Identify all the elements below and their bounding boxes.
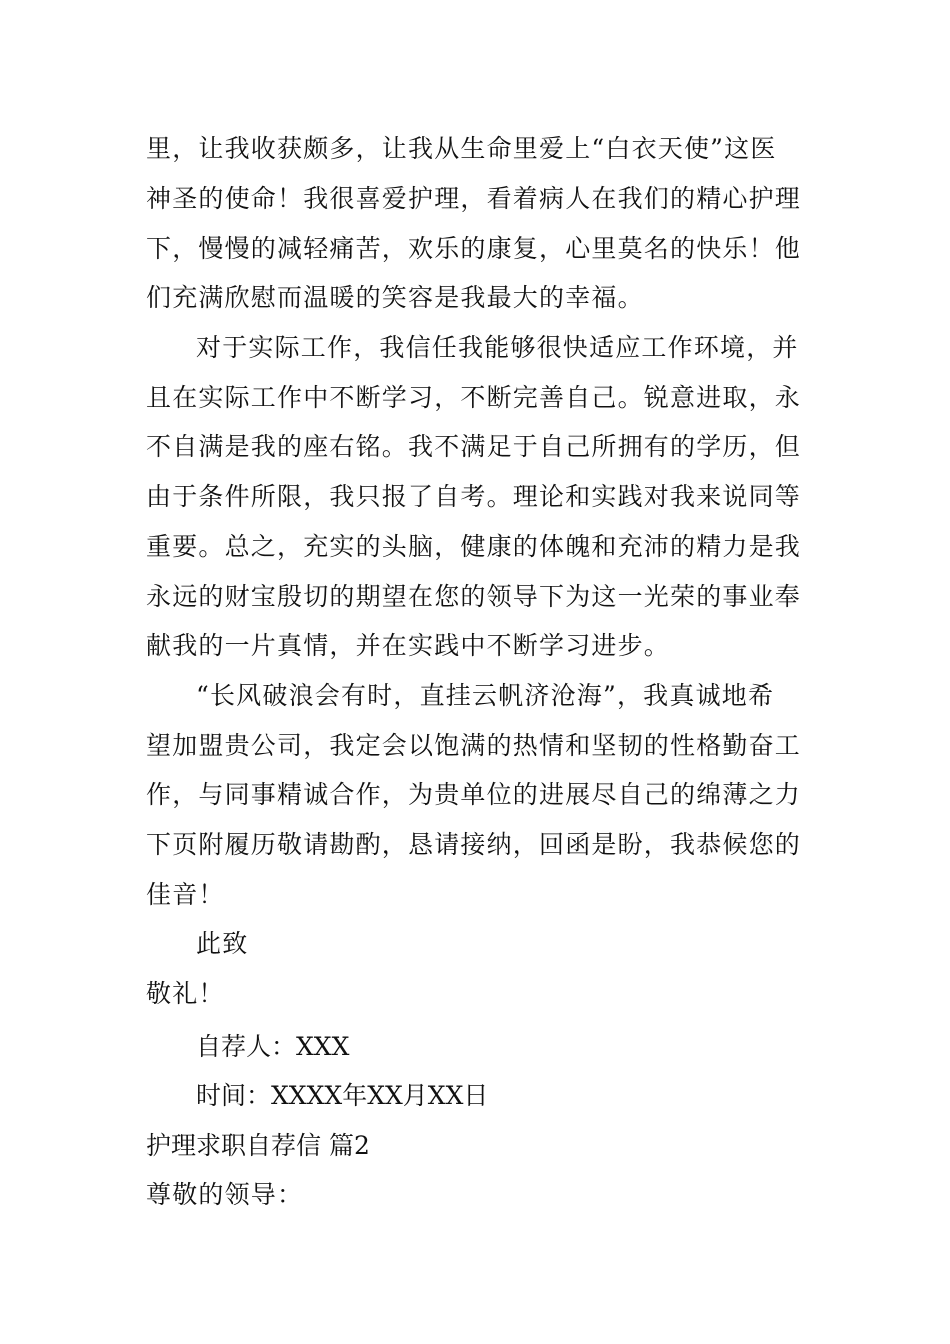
text-line: 们充满欣慰而温暖的笑容是我最大的幸福。 — [146, 283, 644, 312]
next-letter-title: 护理求职自荐信 篇2 — [146, 1131, 370, 1160]
text-line: 对于实际工作，我信任我能够很快适应工作环境，并 — [196, 333, 799, 362]
closing-text: 此致 — [196, 929, 249, 958]
text-line: 神圣的使命！我很喜爱护理，看着病人在我们的精心护理 — [146, 184, 802, 213]
text-line: 作，与同事精诚合作，为贵单位的进展尽自己的绵薄之力 — [146, 780, 802, 809]
text-line: 献我的一片真情，并在实践中不断学习进步。 — [146, 631, 671, 660]
signature-text: 自荐人：XXX — [196, 1032, 350, 1061]
text-line: “长风破浪会有时，直挂云帆济沧海”，我真诚地希 — [196, 681, 775, 710]
text-line: 不自满是我的座右铭。我不满足于自己所拥有的学历，但 — [146, 432, 802, 461]
text-line: 永远的财宝殷切的期望在您的领导下为这一光荣的事业奉 — [146, 582, 802, 611]
text-line: 下页附履历敬请勘酌，恳请接纳，回函是盼，我恭候您的 — [146, 830, 802, 859]
text-line: 佳音！ — [146, 880, 225, 909]
text-line: 且在实际工作中不断学习，不断完善自己。锐意进取，永 — [146, 383, 802, 412]
text-line: 下，慢慢的减轻痛苦，欢乐的康复，心里莫名的快乐！他 — [146, 234, 802, 263]
text-line: 望加盟贵公司，我定会以饱满的热情和坚韧的性格勤奋工 — [146, 731, 802, 760]
text-line: 里，让我收获颇多，让我从生命里爱上“白衣天使”这医 — [146, 134, 777, 163]
salutation-text: 敬礼！ — [146, 979, 225, 1008]
text-line: 重要。总之，充实的头脑，健康的体魄和充沛的精力是我 — [146, 532, 802, 561]
date-text: 时间：XXXX年XX月XX日 — [196, 1081, 489, 1110]
next-letter-greeting: 尊敬的领导： — [146, 1180, 304, 1209]
text-line: 由于条件所限，我只报了自考。理论和实践对我来说同等 — [146, 482, 802, 511]
